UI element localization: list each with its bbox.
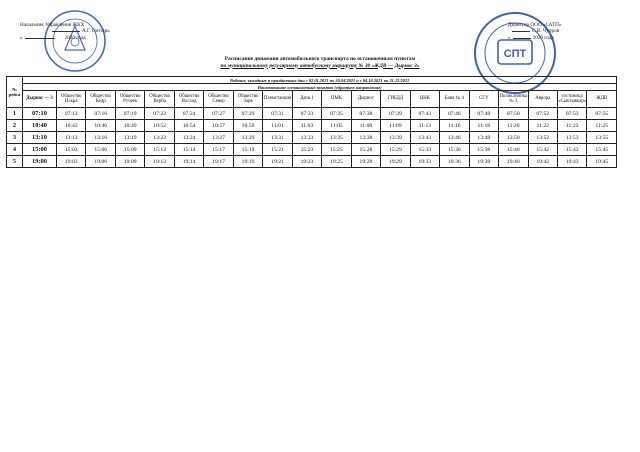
stop-header-6: Общество Север <box>204 91 233 108</box>
departure-time-cell: 15:00 <box>23 144 57 156</box>
time-cell: 07:52 <box>528 108 557 120</box>
time-cell: 13:13 <box>57 132 86 144</box>
time-cell: 19:38 <box>469 156 498 168</box>
table-row <box>7 108 617 120</box>
time-cell: 15:43 <box>557 144 586 156</box>
approval-block-right <box>508 22 618 41</box>
time-cell: 10:54 <box>174 120 203 132</box>
trip-number: 1 <box>7 108 23 120</box>
time-cell: 13:38 <box>351 132 380 144</box>
approval-right-signature-line <box>512 31 530 32</box>
stop-header-7: Общество Заря <box>233 91 262 108</box>
time-cell: 19:43 <box>557 156 586 168</box>
stop-header-15: СГУ <box>469 91 498 108</box>
time-cell: 07:35 <box>322 108 351 120</box>
stop-header-2: Общество Кедр <box>86 91 115 108</box>
time-cell: 13:24 <box>174 132 203 144</box>
table-row <box>7 120 617 132</box>
time-cell: 19:33 <box>410 156 439 168</box>
approval-left-name: А.Г. Гонтарь <box>82 28 110 35</box>
stop-header-19: ЖДВ <box>587 91 617 108</box>
stop-header-9: Дачи 1 <box>292 91 321 108</box>
time-cell: 19:03 <box>57 156 86 168</box>
time-cell: 11:16 <box>440 120 469 132</box>
approval-left-quote: « <box>20 34 23 41</box>
title-line-2: по муниципальному регулярному автобусному маршруту № 30 «ЖДВ — Дырнос 3» <box>220 62 420 69</box>
time-cell: 07:48 <box>469 108 498 120</box>
approval-right-quote: « <box>508 34 511 41</box>
trip-number: 3 <box>7 132 23 144</box>
time-cell: 07:16 <box>86 108 115 120</box>
stop-header-4: Общество Верба <box>145 91 174 108</box>
time-cell: 07:55 <box>587 108 617 120</box>
time-cell: 19:45 <box>587 156 617 168</box>
time-cell: 19:29 <box>381 156 410 168</box>
time-cell: 11:05 <box>322 120 351 132</box>
time-cell: 07:38 <box>351 108 380 120</box>
table-row <box>7 144 617 156</box>
time-cell: 10:43 <box>57 120 86 132</box>
approval-left-position: Начальник Управления ЖКХ <box>20 22 85 28</box>
time-cell: 19:36 <box>440 156 469 168</box>
stop-header-5: Общество Восход <box>174 91 203 108</box>
time-cell: 10:57 <box>204 120 233 132</box>
time-cell: 19:25 <box>322 156 351 168</box>
time-cell: 11:08 <box>351 120 380 132</box>
time-cell: 13:55 <box>587 132 617 144</box>
time-cell: 19:14 <box>174 156 203 168</box>
time-cell: 19:42 <box>528 156 557 168</box>
time-cell: 15:25 <box>322 144 351 156</box>
time-cell: 15:17 <box>204 144 233 156</box>
time-cell: 15:09 <box>115 144 144 156</box>
time-cell: 07:33 <box>292 108 321 120</box>
time-cell: 13:53 <box>557 132 586 144</box>
stop-names-row <box>7 91 617 108</box>
time-cell: 15:42 <box>528 144 557 156</box>
time-cell: 13:35 <box>322 132 351 144</box>
stop-header-11: Дырнос <box>351 91 380 108</box>
time-cell: 07:31 <box>263 108 292 120</box>
stop-header-10: ПМК <box>322 91 351 108</box>
stops-header: Наименование остановочных пунктов (обратное направление) <box>23 84 617 91</box>
trip-number: 2 <box>7 120 23 132</box>
time-cell: 15:12 <box>145 144 174 156</box>
trip-number: 5 <box>7 156 23 168</box>
time-cell: 07:27 <box>204 108 233 120</box>
stop-header-8: Племстанция <box>263 91 292 108</box>
time-cell: 07:24 <box>174 108 203 120</box>
time-cell: 07:39 <box>381 108 410 120</box>
time-cell: 13:16 <box>86 132 115 144</box>
time-cell: 13:48 <box>469 132 498 144</box>
table-row <box>7 132 617 144</box>
approval-block-left <box>20 22 140 41</box>
stop-header-14: Баня № 4 <box>440 91 469 108</box>
time-cell: 19:12 <box>145 156 174 168</box>
time-cell: 07:29 <box>233 108 262 120</box>
time-cell: 07:46 <box>440 108 469 120</box>
approval-right-date: 2020 года <box>532 34 554 41</box>
stop-header-17: Аврора <box>528 91 557 108</box>
time-cell: 15:38 <box>469 144 498 156</box>
stop-header-18: гостиница «Сыктывкар» <box>557 91 586 108</box>
approval-left-date: 2020 года <box>64 34 86 41</box>
time-cell: 19:06 <box>86 156 115 168</box>
time-cell: 11:09 <box>381 120 410 132</box>
time-cell: 13:50 <box>499 132 528 144</box>
title-line-1: Расписание движения автомобильного транспорта по остановочным пунктам <box>224 56 416 62</box>
time-cell: 19:19 <box>233 156 262 168</box>
document-title <box>150 56 490 69</box>
time-cell: 19:28 <box>351 156 380 168</box>
time-cell: 13:29 <box>233 132 262 144</box>
stop-header-16: Поликлиника № 3 <box>499 91 528 108</box>
stop-header-0: Дырнос — 3 <box>23 91 57 108</box>
period-header: Рабочие, выходные и праздничные дни с 02.01.2021 по 30.04.2021 и с 04.10.2021 по 31.12.2021 <box>23 77 617 84</box>
time-cell: 13:43 <box>410 132 439 144</box>
time-cell: 19:40 <box>499 156 528 168</box>
time-cell: 15:06 <box>86 144 115 156</box>
time-cell: 13:39 <box>381 132 410 144</box>
time-cell: 19:17 <box>204 156 233 168</box>
schedule-table <box>6 76 617 168</box>
time-cell: 10:59 <box>233 120 262 132</box>
time-cell: 11:25 <box>587 120 617 132</box>
stop-header-13: ЦНК <box>410 91 439 108</box>
time-cell: 10:46 <box>86 120 115 132</box>
time-cell: 11:01 <box>263 120 292 132</box>
stop-header-12: ГИБДД <box>381 91 410 108</box>
time-cell: 19:21 <box>263 156 292 168</box>
approval-right-name: С.В. Чупров <box>532 28 560 35</box>
time-cell: 07:53 <box>557 108 586 120</box>
time-cell: 11:22 <box>528 120 557 132</box>
time-cell: 19:23 <box>292 156 321 168</box>
time-cell: 07:43 <box>410 108 439 120</box>
time-cell: 19:09 <box>115 156 144 168</box>
time-cell: 10:49 <box>115 120 144 132</box>
table-row <box>7 156 617 168</box>
time-cell: 11:03 <box>292 120 321 132</box>
time-cell: 13:27 <box>204 132 233 144</box>
time-cell: 11:18 <box>469 120 498 132</box>
time-cell: 15:36 <box>440 144 469 156</box>
time-cell: 15:19 <box>233 144 262 156</box>
time-cell: 15:29 <box>381 144 410 156</box>
time-cell: 15:23 <box>292 144 321 156</box>
time-cell: 15:40 <box>499 144 528 156</box>
time-cell: 11:23 <box>557 120 586 132</box>
approval-left-signature-line <box>52 31 80 32</box>
time-cell: 13:22 <box>145 132 174 144</box>
time-cell: 07:22 <box>145 108 174 120</box>
time-cell: 15:45 <box>587 144 617 156</box>
time-cell: 13:19 <box>115 132 144 144</box>
departure-time-cell: 13:10 <box>23 132 57 144</box>
time-cell: 07:50 <box>499 108 528 120</box>
time-cell: 10:52 <box>145 120 174 132</box>
time-cell: 07:13 <box>57 108 86 120</box>
time-cell: 11:20 <box>499 120 528 132</box>
departure-time-cell: 07:10 <box>23 108 57 120</box>
time-cell: 13:31 <box>263 132 292 144</box>
stamp-logo-text: СПТ <box>503 48 527 60</box>
time-cell: 15:28 <box>351 144 380 156</box>
time-cell: 13:52 <box>528 132 557 144</box>
stop-header-1: Общество Искра <box>57 91 86 108</box>
departure-time-cell: 10:40 <box>23 120 57 132</box>
time-cell: 07:19 <box>115 108 144 120</box>
approval-right-position: Директор ООО «САТП» <box>508 22 562 28</box>
schedule-body <box>7 108 617 168</box>
time-cell: 15:21 <box>263 144 292 156</box>
time-cell: 13:46 <box>440 132 469 144</box>
departure-time-cell: 19:00 <box>23 156 57 168</box>
time-cell: 15:33 <box>410 144 439 156</box>
time-cell: 11:13 <box>410 120 439 132</box>
trip-number: 4 <box>7 144 23 156</box>
time-cell: 15:14 <box>174 144 203 156</box>
stop-header-3: Общество Ручеек <box>115 91 144 108</box>
time-cell: 15:03 <box>57 144 86 156</box>
time-cell: 13:33 <box>292 132 321 144</box>
row-number-header: № рейса <box>7 77 23 108</box>
